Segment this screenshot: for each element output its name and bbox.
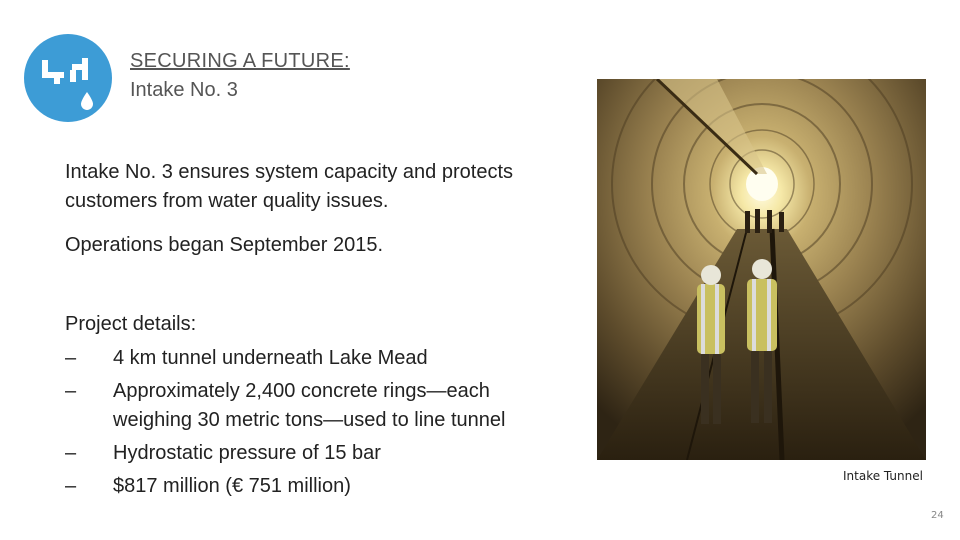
- list-item: [65, 439, 565, 468]
- bullet-text: Hydrostatic pressure of 15 bar: [113, 442, 381, 464]
- bullet-text: Approximately 2,400 concrete rings—each weighing 30 metric tons—used to line tunnel: [113, 380, 506, 431]
- bullet-text: 4 km tunnel underneath Lake Mead: [113, 347, 428, 369]
- details-heading: Project details:: [65, 313, 197, 335]
- tunnel-photo: [597, 79, 926, 460]
- intro-paragraph: Intake No. 3 ensures system capacity and protects customers from water quality issues.: [65, 161, 513, 212]
- list-item: [65, 377, 565, 435]
- logo-badge: [24, 34, 112, 122]
- operations-paragraph: Operations began September 2015.: [65, 234, 383, 256]
- bullet-dash: –: [65, 442, 77, 464]
- page-number: 24: [931, 510, 944, 521]
- slide-title: SECURING A FUTURE:: [130, 50, 350, 72]
- bullet-dash: –: [65, 475, 77, 497]
- bullet-dash: –: [65, 380, 77, 402]
- slide-subtitle: Intake No. 3: [130, 79, 238, 101]
- project-details-list: [65, 344, 565, 505]
- tunnel-illustration: [597, 79, 926, 460]
- list-item: [65, 344, 565, 373]
- photo-caption: Intake Tunnel: [843, 469, 923, 483]
- water-faucet-icon: [24, 34, 112, 122]
- bullet-text: $817 million (€ 751 million): [113, 475, 351, 497]
- list-item: [65, 472, 565, 501]
- bullet-dash: –: [65, 347, 77, 369]
